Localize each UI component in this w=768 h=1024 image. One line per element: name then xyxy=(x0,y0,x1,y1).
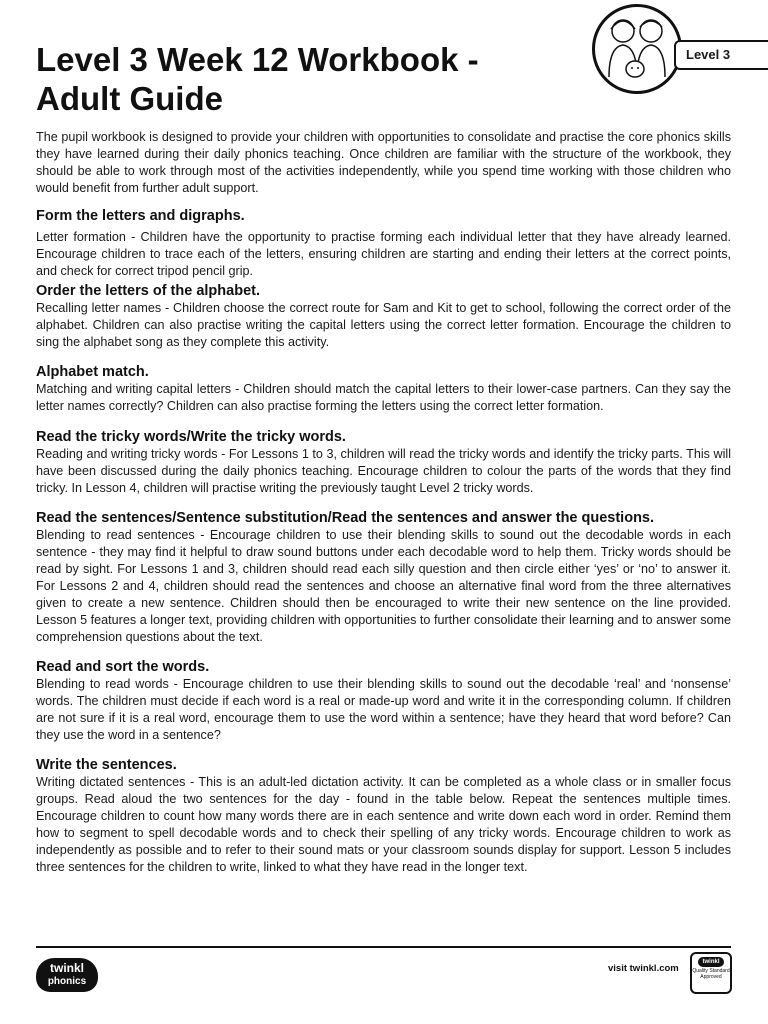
section-text: Writing dictated sentences - This is an adult-led dictation activity. It can be completed as a whole class or in smaller focus groups. Read aloud the two sentences for the day - found in the table below. Repeat the sentences multiple times. Encourage children to count how many words there are in each sentence and write down each word in order. Remind them how to segment to spell decodable words and to check their spelling of any tricky words. Encourage children to work as independently as possible and to refer to their sound mats or your classroom sounds display for support. Lesson 5 includes three sentences for the children to write, linked to what they have read in the longer text. xyxy=(36,775,731,874)
section-text: Matching and writing capital letters - Children should match the capital letters to their lower-case partners. Can they say the letter names correctly? Children can also practise forming the letters using the correct letter formation. xyxy=(36,382,731,413)
section-heading: Order the letters of the alphabet. xyxy=(36,283,260,299)
quality-text: Quality Standard Approved xyxy=(692,968,730,980)
section-text: Blending to read words - Encourage children to use their blending skills to sound out the decodable ‘real’ and ‘nonsense’ words. The children must decide if each word is a real or made-up word and write it in the corresponding column. If children are not sure if it is a real word, encourage them to use the word within a sentence; have they heard that word before? Can they use the word in a sentence? xyxy=(36,677,731,742)
section-write-sentences xyxy=(36,756,731,876)
section-heading: Alphabet match. xyxy=(36,364,149,380)
twinkl-phonics-logo[interactable] xyxy=(36,958,98,992)
section-text: Blending to read sentences - Encourage children to use their blending skills to sound out the decodable words in each sentence - they may find it helpful to draw sound buttons under each decodable word to help them. Tricky words should be read by sight. For Lessons 1 and 3, children should read each silly question and then circle either ‘yes’ or ‘no’ to answer it. For Lessons 2 and 4, children should read the sentences and choose an alternative final word from the three alternatives given to create a new sentence. Children should then be encouraged to write their new sentence on the line provided. Lesson 5 features a longer text, providing children with opportunities to further consolidate their learning and to answer some comprehension questions about the text. xyxy=(36,528,731,644)
page-title xyxy=(36,40,556,118)
title-line-1: Level 3 Week 12 Workbook - xyxy=(36,41,479,78)
intro-paragraph: The pupil workbook is designed to provide your children with opportunities to consolidate and practise the core phonics skills they have learned during their daily phonics teaching. Once children are familiar with the structure of the workbook, they should be able to work through most of the activities independently, while you spend time working with those children who would benefit from further adult support. xyxy=(36,130,731,195)
guide-content xyxy=(36,129,731,876)
footer-divider xyxy=(36,946,731,948)
quality-logo: twinkl xyxy=(698,957,724,967)
children-illustration-icon xyxy=(592,4,682,94)
section-heading: Read and sort the words. xyxy=(36,659,210,675)
section-alphabet-match xyxy=(36,363,731,415)
title-line-2: Adult Guide xyxy=(36,80,223,117)
visit-link[interactable]: visit twinkl.com xyxy=(608,963,679,974)
brand-main: twinkl xyxy=(49,961,84,975)
section-heading: Read the tricky words/Write the tricky words. xyxy=(36,429,346,445)
section-alphabet-order xyxy=(36,282,731,351)
section-heading: Form the letters and digraphs. xyxy=(36,208,245,224)
section-text: Recalling letter names - Children choose the correct route for Sam and Kit to get to school, following the correct order of the alphabet. Children can also practise writing the capital letters using the correct letter formation. Encourage the children to sing the alphabet song as they complete this activity. xyxy=(36,301,731,349)
section-form-letters xyxy=(36,207,731,280)
section-text: Reading and writing tricky words - For Lessons 1 to 3, children will read the tricky words and identify the tricky parts. This will have been discussed during the daily phonics teaching. Encourage children to colour the parts of the words that they find tricky. In Lesson 4, children will practise writing the previously taught Level 2 tricky words. xyxy=(36,447,731,495)
level-badge: Level 3 xyxy=(674,40,768,70)
section-sort-words xyxy=(36,658,731,744)
section-heading: Write the sentences. xyxy=(36,757,177,773)
brand-sub: phonics xyxy=(47,976,87,987)
quality-standard-badge xyxy=(690,952,732,994)
section-heading: Read the sentences/Sentence substitution/Read the sentences and answer the questions. xyxy=(36,510,655,526)
section-read-sentences xyxy=(36,509,731,646)
section-text: Letter formation - Children have the opportunity to practise forming each individual letter that they have already learned. Encourage children to trace each of the letters, ensuring children are starting and ending their letters at the correct points, and check for correct tripod pencil grip. xyxy=(36,230,731,278)
section-tricky-words xyxy=(36,428,731,497)
